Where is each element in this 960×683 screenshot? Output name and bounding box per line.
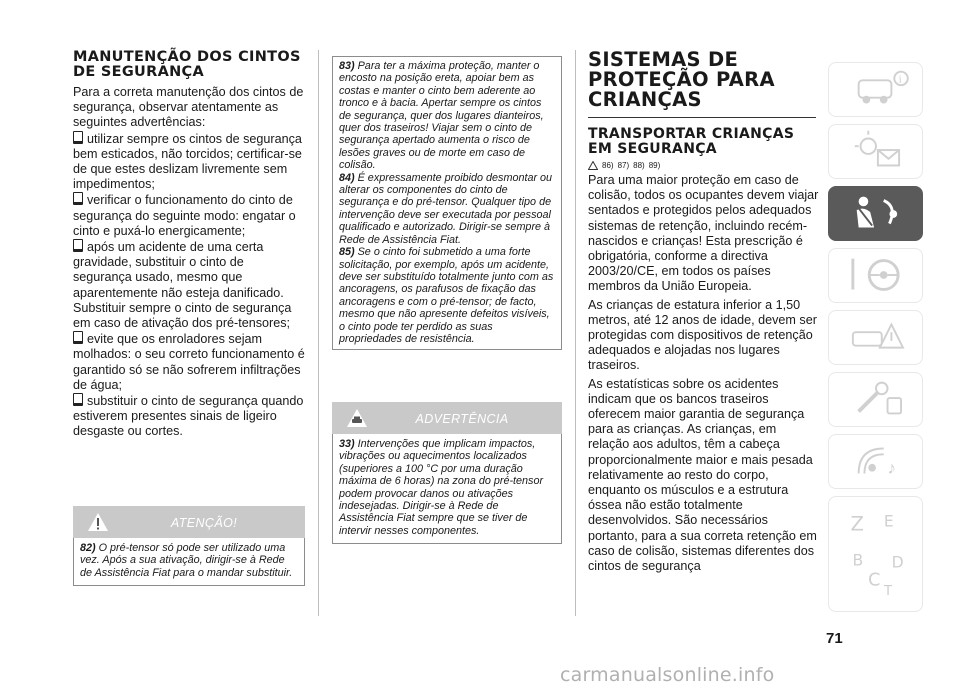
column-child-protection bbox=[588, 50, 820, 574]
body-text bbox=[588, 173, 820, 574]
reference-number: 86) bbox=[602, 161, 614, 170]
note-text: Se o cinto foi submetido a uma forte solicitação, por exemplo, após um acidente, deve ser substituído totalmente junto com as ancoragens, os parafusos de fixação das ancoragens e com o pré-tensor; de facto, mesmo que não apresente defeitos visíveis, o cinto pode ter perdido as suas propriedades de resistência. bbox=[339, 246, 554, 345]
paragraph: As crianças de estatura inferior a 1,50 metros, até 12 anos de idade, devem ser protegidas com dispositivos de retenção adequados e alojadas nos lugares traseiros. bbox=[588, 297, 817, 373]
bullet-item: substituir o cinto de segurança quando estiverem presentes sinais de ligeiro desgaste ou cortes. bbox=[73, 394, 304, 439]
heading-rule bbox=[588, 117, 816, 118]
note-number: 82) bbox=[80, 542, 96, 554]
bullet-item: após um acidente de uma certa gravidade, substituir o cinto de segurança usado, mesmo que aparentemente não esteja danificado. Substituir sempre o cinto de segurança em caso de ativação dos pré-tensores; bbox=[73, 239, 305, 331]
index-letter: C bbox=[868, 570, 881, 591]
note-number: 83) bbox=[339, 60, 355, 72]
attention-notes-continued bbox=[332, 56, 562, 350]
index-letter: Z bbox=[850, 512, 864, 536]
note-text: É expressamente proibido desmontar ou alterar os componentes do cinto de segurança e do pré-tensor. Qualquer tipo de intervenção deve ser executada por pessoal qualificado e autorizado. Dirigir-se sempre à Rede de Assistência Fiat. bbox=[339, 171, 553, 246]
bullet-item: utilizar sempre os cintos de segurança bem esticados, não torcidos; certificar-se de que estes deslizam livremente sem impedimentos; bbox=[73, 131, 305, 193]
note-item bbox=[339, 172, 555, 246]
index-letter: B bbox=[852, 550, 864, 570]
steering-wheel-icon[interactable] bbox=[828, 248, 923, 303]
note-text: O pré-tensor só pode ser utilizado uma vez. Após a sua ativação, dirigir-se à Rede de Assistência Fiat para o mandar substituir. bbox=[80, 542, 293, 579]
column-warnings bbox=[332, 56, 562, 537]
svg-text:♪: ♪ bbox=[887, 457, 897, 478]
warning-notes bbox=[332, 434, 562, 544]
bullet-item: evite que os enroladores sejam molhados: o seu correto funcionamento é garantido só se não sofrerem infiltrações de água; bbox=[73, 332, 305, 392]
reference-list bbox=[588, 161, 820, 170]
maintenance-icon[interactable] bbox=[828, 372, 923, 427]
section-heading: MANUTENÇÃO DOS CINTOS DE SEGURANÇA bbox=[73, 49, 301, 80]
chapter-heading: SISTEMAS DE PROTEÇÃO PARA CRIANÇAS bbox=[588, 48, 775, 111]
intro-paragraph: Para a correta manutenção dos cintos de segurança, observar atentamente as seguintes advertências: bbox=[73, 85, 304, 130]
attention-box bbox=[73, 506, 305, 586]
note-text: Intervenções que implicam impactos, vibrações ou aquecimentos localizados (superiores a 100 °C por uma duração máxima de 6 horas) na zona do pré-tensor podem provocar danos ou ativações indesejadas. Dirigir-se à Rede de Assistência Fiat sempre que se tiver de intervir nesses componentes. bbox=[339, 438, 544, 537]
warning-box bbox=[332, 402, 562, 544]
warning-title: ADVERTÊNCIA bbox=[415, 412, 509, 426]
note-item bbox=[80, 542, 298, 579]
index-icon[interactable] bbox=[828, 496, 923, 612]
attention-title: ATENÇÃO! bbox=[170, 516, 238, 530]
reference-number: 89) bbox=[648, 161, 661, 170]
note-number: 85) bbox=[339, 246, 355, 259]
attention-header bbox=[73, 506, 305, 538]
reference-number: 87) bbox=[617, 161, 630, 170]
breakdown-icon[interactable] bbox=[828, 310, 923, 365]
note-item bbox=[339, 60, 555, 172]
multimedia-icon[interactable] bbox=[828, 434, 923, 489]
car-info-icon[interactable] bbox=[828, 62, 923, 117]
note-item bbox=[339, 246, 555, 345]
warning-header bbox=[332, 402, 562, 434]
warning-lights-icon[interactable] bbox=[828, 124, 923, 179]
page-number: 71 bbox=[826, 630, 843, 647]
bullet-item: verificar o funcionamento do cinto de segurança do seguinte modo: engatar o cinto e puxá-lo energicamente; bbox=[73, 192, 305, 239]
svg-text:i: i bbox=[898, 74, 902, 86]
index-letter: T bbox=[883, 583, 893, 600]
paragraph: As estatísticas sobre os acidentes indicam que os bancos traseiros oferecem maior garantia de segurança para as crianças. As crianças, em relação aos adultos, têm a cabeça proporcionalmente maior e mais pesada relativamente ao resto do corpo, enquanto os músculos e a estrutura óssea não estão totalmente desenvolvidos. São necessários portanto, para a sua correta retenção em caso de colisão, sistemas diferentes dos cintos de segurança bbox=[588, 376, 817, 574]
body-text bbox=[73, 85, 305, 440]
warning-ref-icon bbox=[588, 161, 598, 170]
index-letter: D bbox=[891, 552, 904, 572]
index-letter: E bbox=[883, 511, 894, 531]
column-divider bbox=[318, 50, 319, 616]
attention-notes bbox=[73, 538, 305, 586]
note-number: 33) bbox=[339, 438, 355, 450]
seatbelt-airbag-icon[interactable] bbox=[828, 186, 923, 241]
note-number: 84) bbox=[339, 171, 355, 184]
note-item bbox=[339, 438, 555, 537]
paragraph: Para uma maior proteção em caso de colisão, todos os ocupantes devem viajar sentados e protegidos pelos adequados sistemas de retenção, incluindo recém-nascidos e crianças! Esta prescrição é obrigatória, conforme a directiva 2003/20/CE, em todos os países membros da União Europeia. bbox=[588, 173, 819, 294]
section-heading: TRANSPORTAR CRIANÇAS EM SEGURANÇA bbox=[588, 126, 795, 157]
reference-number: 88) bbox=[633, 161, 645, 170]
note-text: Para ter a máxima proteção, manter o encosto na posição ereta, apoiar bem as costas e manter o cinto bem aderente ao tronco e à bacia. Apertar sempre os cintos de segurança, quer dos lugares dianteiros, quer dos traseiros! Viajar sem o cinto de segurança apertado aumenta o risco de lesões graves ou de morte em caso de colisão. bbox=[339, 60, 544, 172]
column-belt-maintenance bbox=[73, 49, 305, 579]
watermark: carmanualsonline.info bbox=[560, 664, 775, 683]
column-divider bbox=[575, 50, 576, 616]
